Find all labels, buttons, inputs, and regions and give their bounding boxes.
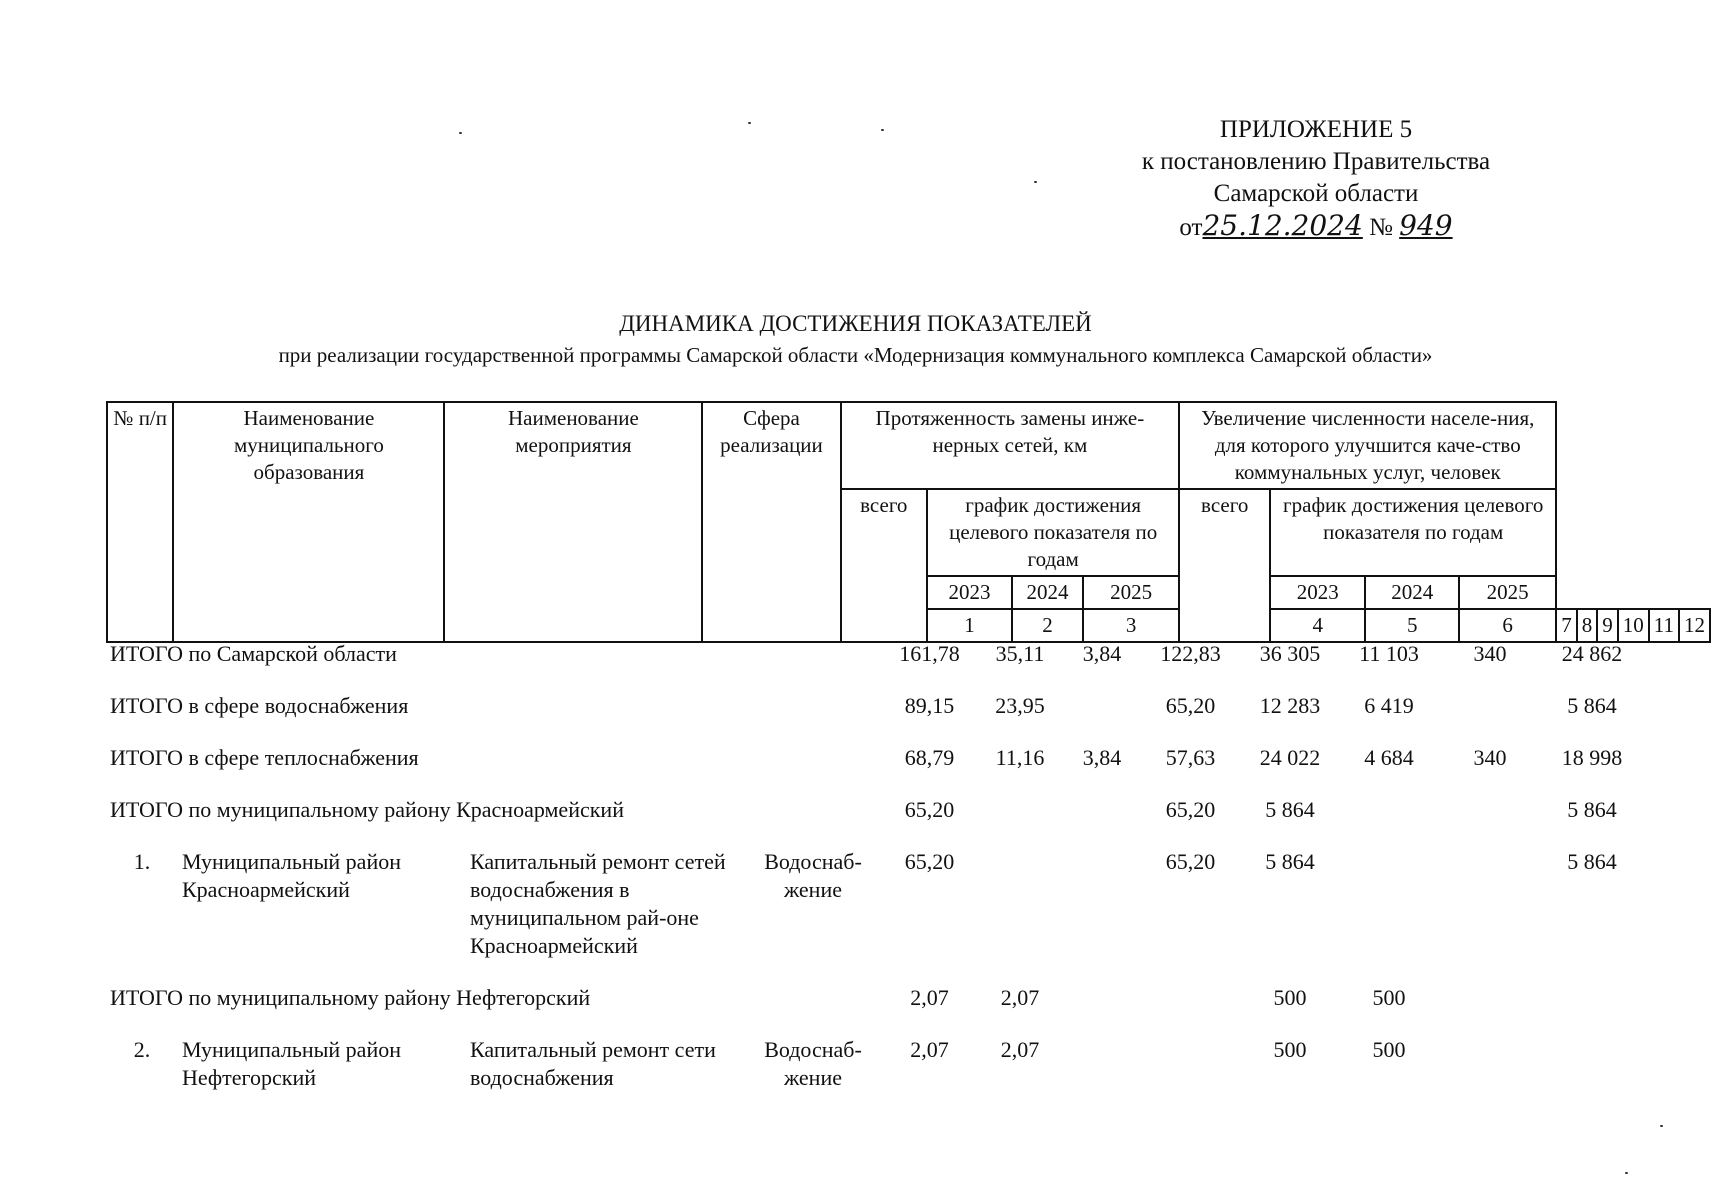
appendix-date-number: [1179, 210, 1452, 244]
cell-population-2024: [1440, 1036, 1540, 1092]
row-number: 1.: [133, 849, 151, 874]
row-label: ИТОГО в сфере водоснабжения: [110, 693, 409, 718]
row-label: ИТОГО по Самарской области: [110, 641, 397, 666]
appendix-region: Самарской области: [1213, 180, 1419, 207]
cell-population-total: 500: [1273, 985, 1307, 1010]
cell-population-2025: 24 862: [1561, 641, 1623, 666]
cell-length-2023: 35,11: [995, 641, 1045, 666]
data-row: [106, 848, 1644, 960]
header-length-2024: 2024: [1012, 576, 1083, 609]
cell-population-2025: [1540, 1036, 1644, 1092]
cell-population-2024: [1440, 848, 1540, 960]
scan-speck: [1660, 1125, 1663, 1127]
cell-length-total: 65,20: [904, 849, 955, 874]
header-no: № п/п: [107, 402, 173, 642]
header-length-2025: 2025: [1083, 576, 1179, 609]
cell-length-total: 2,07: [910, 1037, 949, 1062]
cell-population-2023: [1338, 796, 1440, 824]
cell-length-2025: 65,20: [1165, 693, 1216, 718]
cell-length-2025: 122,83: [1160, 641, 1221, 666]
handwritten-date: 25.12.2024: [1202, 209, 1363, 242]
cell-population-2023: 500: [1372, 1037, 1406, 1062]
cell-length-2023: 23,95: [995, 693, 1045, 718]
column-number: 12: [1679, 609, 1710, 642]
cell-population-total: 24 022: [1259, 745, 1321, 770]
sphere-name: Водоснаб-жение: [764, 1037, 862, 1090]
cell-population-2025: 5 864: [1567, 693, 1617, 718]
cell-population-total: 36 305: [1259, 641, 1321, 666]
row-label: ИТОГО по муниципальному району Нефтегорский: [110, 985, 591, 1010]
column-number: 1: [927, 609, 1012, 642]
cell-length-2023: [975, 796, 1065, 824]
cell-length-total: 161,78: [899, 641, 960, 666]
cell-length-2024: [1065, 1036, 1139, 1092]
cell-population-2025: [1540, 984, 1644, 1012]
cell-length-2023: [975, 848, 1065, 960]
total-row: [106, 692, 1644, 720]
header-population: Увеличение численности населе-ния, для которого улучшится каче-ство коммунальных услуг, человек: [1179, 402, 1556, 489]
appendix-title: ПРИЛОЖЕНИЕ 5: [1219, 116, 1413, 143]
row-label: ИТОГО по муниципальному району Красноармейский: [110, 797, 624, 822]
column-number: 2: [1012, 609, 1083, 642]
cell-length-2024: [1065, 848, 1139, 960]
municipality-name: Муниципальный район Нефтегорский: [182, 1037, 401, 1090]
cell-length-total: 65,20: [904, 797, 955, 822]
event-name: Капитальный ремонт сетей водоснабжения в муниципальном рай-оне Красноармейский: [470, 849, 726, 958]
column-number: 6: [1459, 609, 1556, 642]
header-population-2025: 2025: [1459, 576, 1556, 609]
cell-length-2024: [1065, 984, 1139, 1012]
cell-length-2025: 65,20: [1165, 849, 1216, 874]
header-population-total: всего: [1179, 489, 1270, 642]
cell-population-2024: 340: [1473, 745, 1507, 770]
cell-population-2023: 4 684: [1364, 745, 1414, 770]
header-population-schedule: график достижения целевого показателя по годам: [1270, 489, 1556, 576]
total-row: [106, 984, 1644, 1012]
cell-length-2023: 11,16: [995, 745, 1045, 770]
cell-population-2025: 5 864: [1567, 797, 1617, 822]
row-number: 2.: [133, 1037, 151, 1062]
municipality-name: Муниципальный район Красноармейский: [182, 849, 401, 902]
total-row: [106, 796, 1644, 824]
header-length-total: всего: [841, 489, 928, 642]
cell-length-2024: 3,84: [1082, 641, 1122, 666]
event-name: Капитальный ремонт сети водоснабжения: [470, 1037, 716, 1090]
header-length: Протяженность замены инже-нерных сетей, км: [841, 402, 1180, 489]
column-number: 4: [1270, 609, 1365, 642]
header-municipality: Наименование муниципального образования: [173, 402, 444, 642]
document-title: ДИНАМИКА ДОСТИЖЕНИЯ ПОКАЗАТЕЛЕЙ: [619, 311, 1092, 336]
cell-population-2023: 6 419: [1364, 693, 1414, 718]
cell-length-2023: 2,07: [1000, 1037, 1040, 1062]
sphere-name: Водоснаб-жение: [764, 849, 862, 902]
total-row: [106, 744, 1644, 772]
column-number: 8: [1577, 609, 1598, 642]
appendix-decree: к постановлению Правительства: [1141, 148, 1491, 175]
cell-population-2024: [1440, 984, 1540, 1012]
total-row: [106, 640, 1644, 668]
header-sphere: Сфера реализации: [702, 402, 840, 642]
cell-length-2025: [1139, 984, 1242, 1012]
header-event: Наименование мероприятия: [444, 402, 702, 642]
cell-length-2023: 2,07: [1000, 985, 1040, 1010]
cell-length-total: 2,07: [910, 985, 949, 1010]
cell-length-2024: 3,84: [1082, 745, 1122, 770]
column-number: 11: [1649, 609, 1679, 642]
cell-population-2023: 500: [1372, 985, 1406, 1010]
cell-population-2023: 11 103: [1359, 641, 1419, 666]
scan-speck: [1034, 181, 1037, 183]
column-number: 9: [1597, 609, 1618, 642]
handwritten-number: 949: [1399, 209, 1453, 242]
cell-length-total: 89,15: [904, 693, 955, 718]
column-number: 3: [1083, 609, 1179, 642]
date-prefix: от: [1179, 214, 1203, 241]
cell-length-2025: 65,20: [1165, 797, 1216, 822]
scan-speck: [459, 132, 462, 134]
column-number: 7: [1556, 609, 1577, 642]
scan-speck: [748, 122, 751, 124]
cell-population-2023: [1338, 848, 1440, 960]
cell-population-total: 5 864: [1265, 849, 1315, 874]
header-population-2023: 2023: [1270, 576, 1365, 609]
cell-population-2025: 5 864: [1567, 849, 1617, 874]
cell-population-2024: [1440, 796, 1540, 824]
cell-population-2024: 340: [1473, 641, 1507, 666]
cell-population-total: 12 283: [1259, 693, 1321, 718]
column-number: 5: [1365, 609, 1459, 642]
cell-population-total: 500: [1273, 1037, 1307, 1062]
header-population-2024: 2024: [1365, 576, 1459, 609]
header-length-2023: 2023: [927, 576, 1012, 609]
scan-speck: [881, 129, 884, 131]
header-length-schedule: график достижения целевого показателя по годам: [927, 489, 1179, 576]
column-number: 10: [1618, 609, 1649, 642]
data-row: [106, 1036, 1644, 1092]
number-prefix: №: [1369, 214, 1393, 241]
cell-length-2025: 57,63: [1165, 745, 1216, 770]
row-label: ИТОГО в сфере теплоснабжения: [110, 745, 419, 770]
cell-length-total: 68,79: [904, 745, 955, 770]
cell-population-2024: [1440, 692, 1540, 720]
data-table: [106, 640, 1644, 1092]
cell-population-2025: 18 998: [1561, 745, 1623, 770]
scan-speck: [1625, 1172, 1628, 1174]
cell-length-2024: [1065, 796, 1139, 824]
header-table: [106, 401, 1711, 643]
document-subtitle: при реализации государственной программы Самарской области «Модернизация коммунального комплекса Самарской области»: [278, 343, 1433, 367]
cell-length-2025: [1139, 1036, 1242, 1092]
appendix-block: [1106, 114, 1526, 244]
cell-length-2024: [1065, 692, 1139, 720]
cell-population-total: 5 864: [1265, 797, 1315, 822]
